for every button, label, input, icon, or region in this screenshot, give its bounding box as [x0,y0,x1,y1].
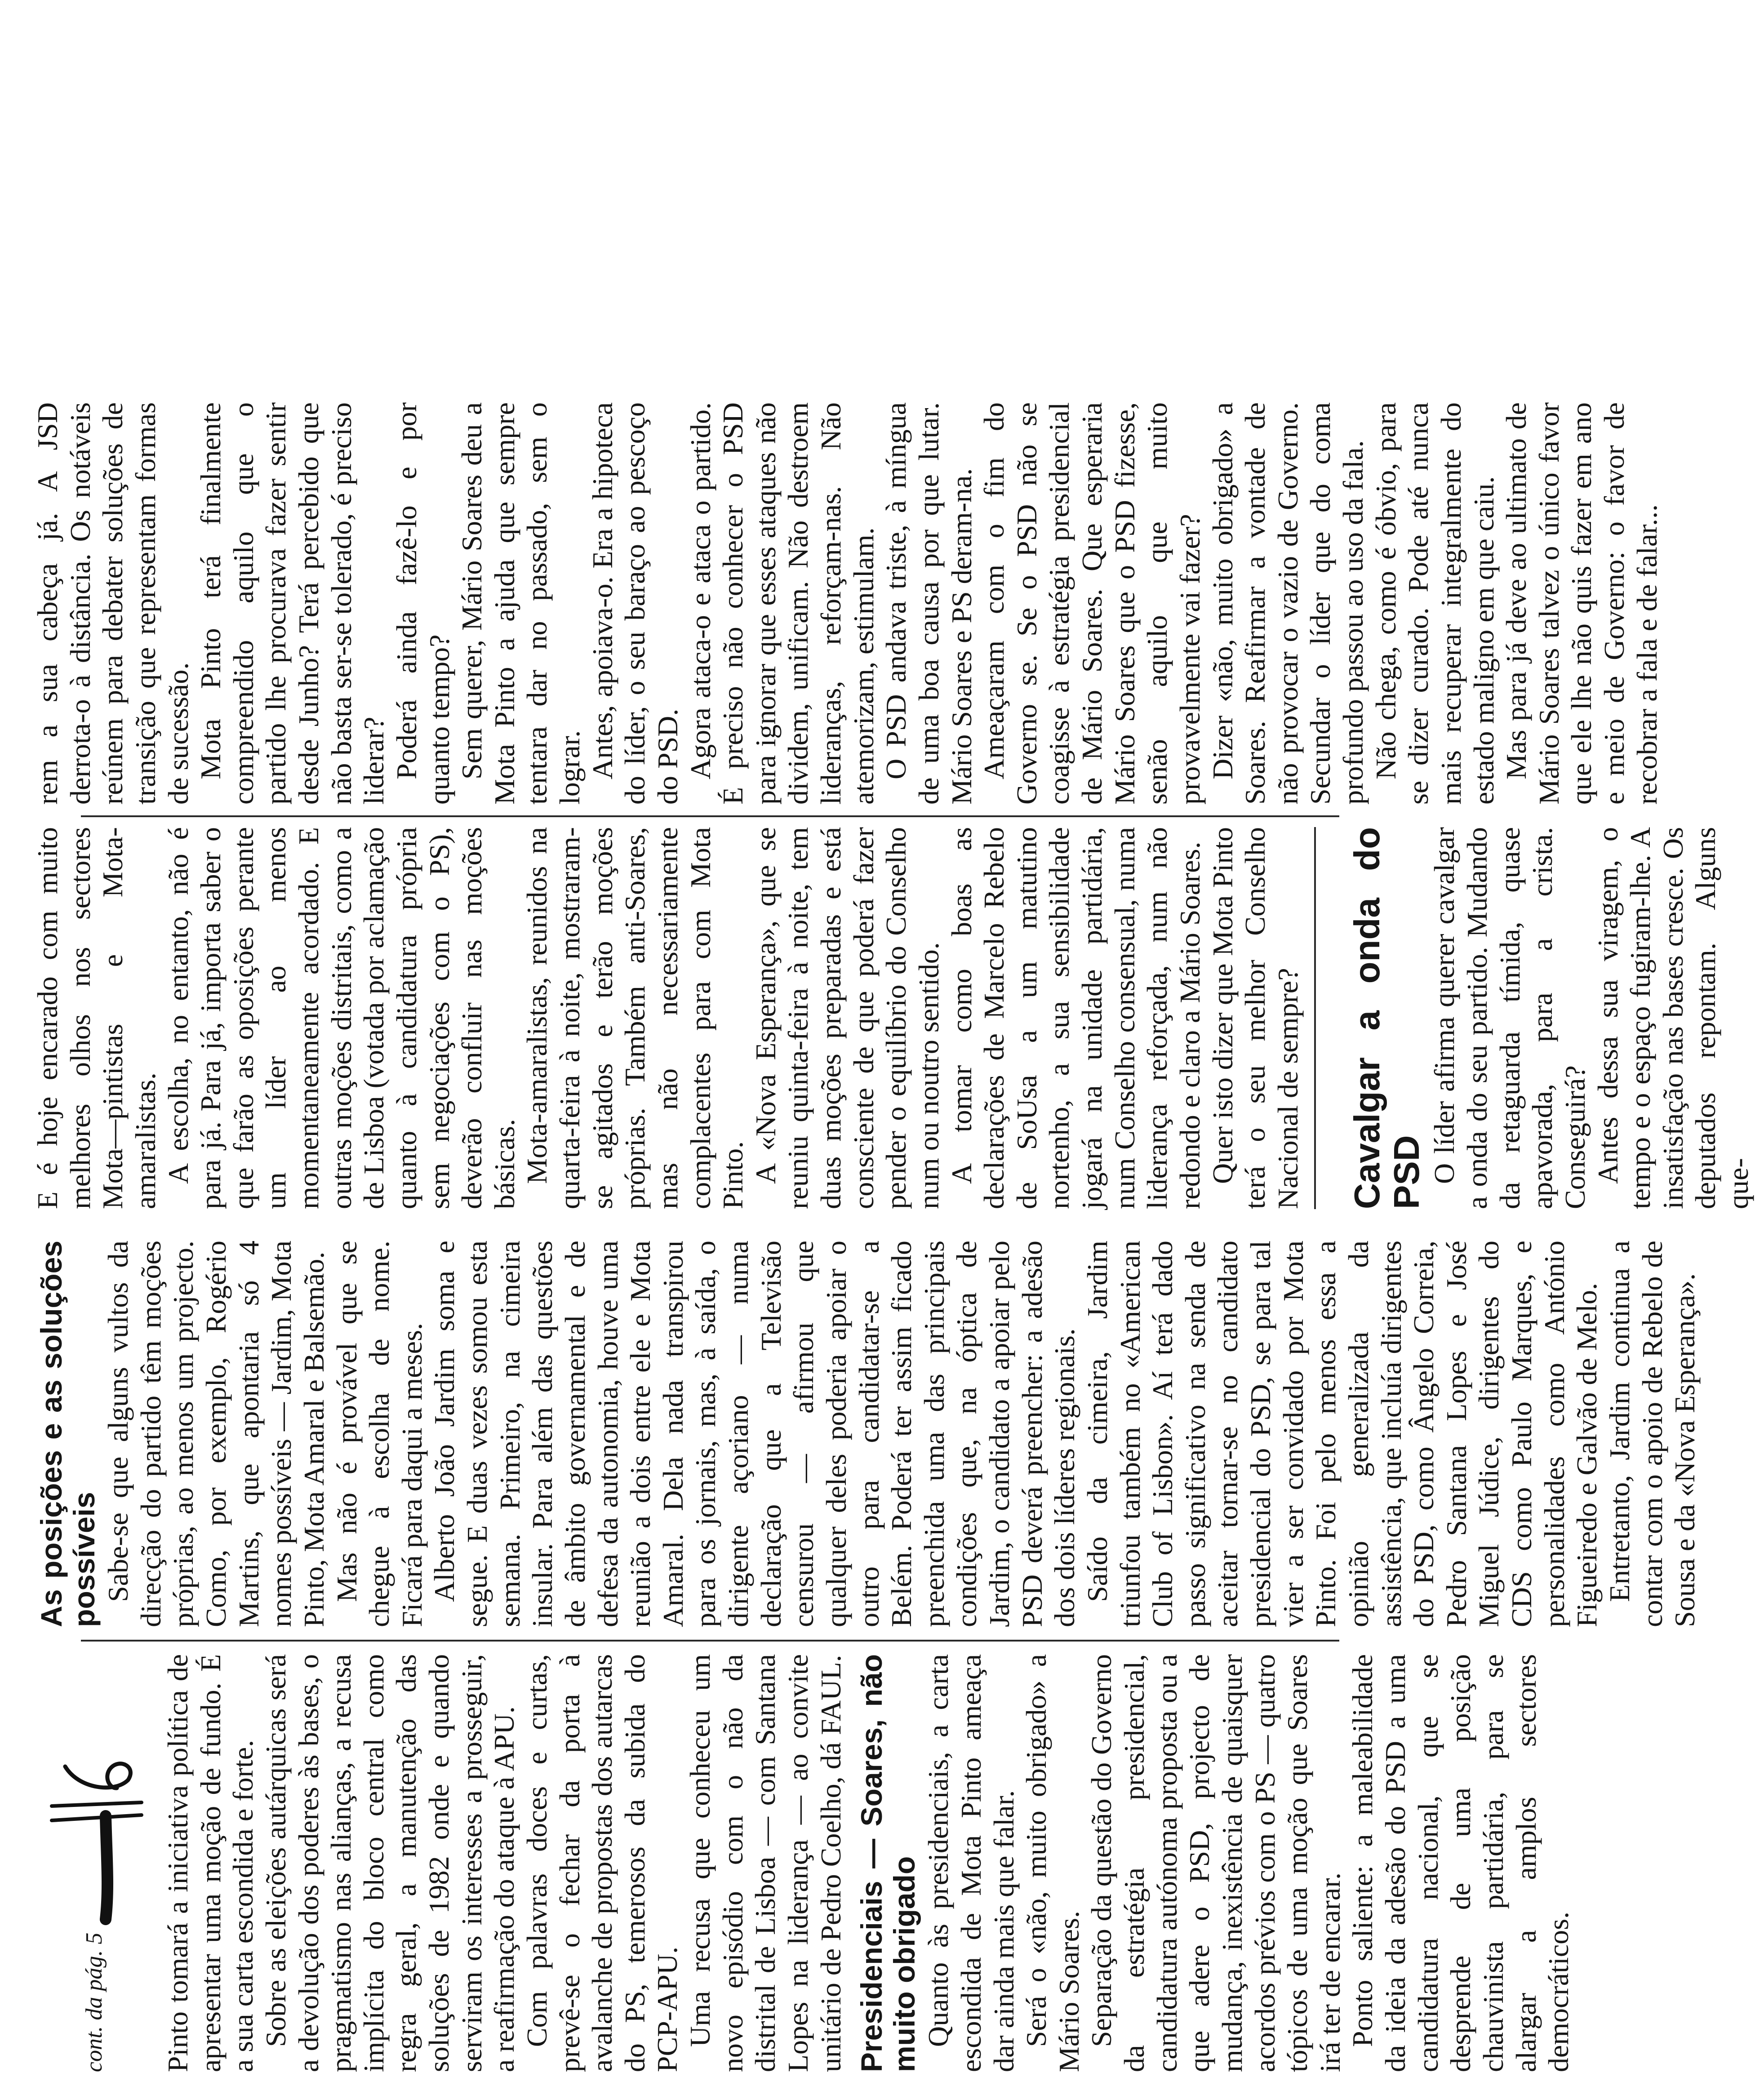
col3-paragraph: Quer isto dizer que Mota Pinto terá o seu melhor Conselho Nacional de sempre? [1206,827,1304,1209]
col1-paragraph: Separação da questão do Governo da estratégia presidencial, candidatura autónoma proposta ou a que adere o PSD, projecto de mudança, inexistência de quaisquer acordos prévios com o PS — quatro tópicos de uma moção que Soares irá ter de encarar. [1085,1654,1346,2072]
column-2 [27,1241,1701,1627]
col3-paragraph: Antes dessa sua viragem, o tempo e o espaço fugiram-lhe. A insatisfação nas bases cresce. Os deputados repontam. Alguns que- [1591,827,1754,1209]
col2-paragraph: Mas não é provável que se chegue à escolha de nome. Ficará para daqui a meses. [330,1241,428,1627]
col4-paragraph: Antes, apoiava-o. Era a hipoteca do líder, o seu baraço ao pescoço do PSD. [586,402,684,805]
section-rule [1314,827,1316,1209]
col3-paragraph: O líder afirma querer cavalgar a onda do seu partido. Mudando da retaguarda tímida, quase apavorada, para a crista. Conseguirá? [1428,827,1591,1209]
col2-paragraph: Sabe-se que alguns vultos da direcção do partido têm moções próprias, ao menos um projecto. Como, por exemplo, Rogério Martins, que apontaria só 4 nomes possíveis — Jardim, Mota Pinto, Mota Amaral e Balsemão. [102,1241,330,1627]
col3-paragraph: A escolha, no entanto, não é para já. Para já, importa saber o que farão as oposições perante um líder ao menos momentaneamente acordado. E outras moções distritais, como a de Lisboa (votada por aclamação quanto à candidatura própria sem negociações com o PS), deverão confluir nas moções básicas. [162,827,520,1209]
col1-paragraph: Ponto saliente: a maleabilidade da ideia da adesão do PSD a uma candidatura nacional, que se desprende de uma posição chauvinista partidária, para se alargar a amplos sectores democráticos. [1346,1654,1575,2072]
column-divider [81,815,1339,817]
heading-posicoes: As posições e as soluções possíveis [35,1241,101,1627]
heading-presidenciais: Presidenciais — Soares, não muito obrigado [855,1654,921,2072]
col2-paragraph: Saído da cimeira, Jardim triunfou também no «American Club of Lisbon». Aí terá dado passo significativo na senda de aceitar tornar-se no candidato presidencial do PSD, se para tal vier a ser convidado por Mota Pinto. Foi pelo menos essa a opinião generalizada da assistência, que incluía dirigentes do PSD, como Ângelo Correia, Pedro Santana Lopes e José Miguel Júdice, dirigentes do CDS como Paulo Marques, e personalidades como António Figueiredo e Galvão de Melo. [1081,1241,1603,1627]
col4-paragraph: Poderá ainda fazê-lo e por quanto tempo? [390,402,455,805]
col3-paragraph: E é hoje encarado com muito melhores olhos nos sectores Mota—pintistas e Mota-amaralistas. [31,827,161,1209]
col4-paragraph: Dizer «não, muito obrigado» a Soares. Reafirmar a vontade de não provocar o vazio de Governo. Secundar o líder que do coma profundo passou ao uso da fala. [1206,402,1369,805]
col4-paragraph: rem a sua cabeça já. A JSD derrota-o à distância. Os notáveis reúnem para debater soluções de transição que representam formas de sucessão. [31,402,194,805]
continuation-note: cont. da pág. 5 [81,1932,107,2072]
col4-paragraph: Mas para já deve ao ultimato de Mário Soares talvez o único favor que ele lhe não quis fazer em ano e meio de Governo: o favor de recobrar a fala e de falar... [1500,402,1663,805]
column-4 [27,402,1663,805]
col4-paragraph: Ameaçaram com o fim do Governo se. Se o PSD não se coagisse à estratégia presidencial de Mário Soares. Que esperaria Mário Soares que o PSD fizesse, senão aquilo que muito provavelmente vai fazer? [978,402,1206,805]
heading-cavalgar: Cavalgar a onda do PSD [1347,827,1427,1209]
col1-paragraph: Será o «não, muito obrigado» a Mário Soares. [1020,1654,1085,2072]
col1-paragraph: Uma recusa que conheceu um novo episódio com o não da distrital de Lisboa — com Santana Lopes na liderança — ao convite unitário de Pedro Coelho, dá FAUL. [684,1654,847,2072]
handwritten-page-mark [38,1753,151,1924]
col1-paragraph: Sobre as eleições autárquicas será a devolução dos poderes às bases, o pragmatismo nas alianças, a recusa implícita do bloco central como regra geral, a manutenção das soluções de 1982 onde e quando serviram os interesses a prosseguir, a reafirmação do ataque à APU. [259,1654,520,2072]
col1-paragraph: Com palavras doces e curtas, prevê-se o fechar da porta à avalanche de propostas dos autarcas do PS, temerosos da subida do PCP-APU. [520,1654,684,2072]
col3-paragraph: Mota-amaralistas, reunidos na quarta-feira à noite, mostraram-se agitados e terão moções próprias. Também anti-Soares, mas não necessariamente complacentes para com Mota Pinto. [521,827,749,1209]
col1-paragraph: Quanto às presidenciais, a carta escondida de Mota Pinto ameaça dar ainda mais que falar. [922,1654,1020,2072]
column-1-header [27,1654,162,2072]
col4-paragraph: Sem querer, Mário Soares deu a Mota Pinto a ajuda que sempre tentara dar no passado, sem o lograr. [456,402,586,805]
newspaper-page [27,31,1754,2072]
col4-paragraph: Não chega, como é óbvio, para se dizer curado. Pode até nunca mais recuperar integralmente do estado maligno em que caiu. [1369,402,1500,805]
column-1 [27,1654,1575,2072]
col3-paragraph: A «Nova Esperança», que se reuniu quinta-feira à noite, tem duas moções preparadas e está consciente de que poderá fazer pender o equilíbrio do Conselho num ou noutro sentido. [749,827,945,1209]
col4-paragraph: O PSD andava triste, à míngua de uma boa causa por que lutar. Mário Soares e PS deram-na. [880,402,977,805]
col2-paragraph: Alberto João Jardim soma e segue. E duas vezes somou esta semana. Primeiro, na cimeira insular. Para além das questões de âmbito governamental e de defesa da autonomia, houve uma reunião a dois entre ele e Mota Amaral. Dela nada transpirou para os jornais, mas, à saída, o dirigente açoriano — numa declaração que a Televisão censurou — afirmou que qualquer deles poderia apoiar o outro para candidatar-se a Belém. Poderá ter assim ficado preenchida uma das principais condições que, na óptica de Jardim, o candidato a apoiar pelo PSD deverá preencher: a adesão dos dois líderes regionais. [428,1241,1081,1627]
column-divider [81,1640,1339,1642]
col1-intro: Pinto tomará a iniciativa política de apresentar uma moção de fundo. É a sua carta escondida e forte. [162,1654,259,2072]
col4-paragraph: Agora ataca-o e ataca o partido. É preciso não conhecer o PSD para ignorar que esses ataques não dividem, unificam. Não destroem lideranças, reforçam-nas. Não atemorizam, estimulam. [684,402,880,805]
col3-paragraph: A tomar como boas as declarações de Marcelo Rebelo de SoUsa a um matutino nortenho, a sua sensibilidade jogará na unidade partidária, num Conselho consensual, numa liderança reforçada, num não redondo e claro a Mário Soares. [945,827,1206,1209]
col4-paragraph: Mota Pinto terá finalmente compreendido aquilo que o partido lhe procurava fazer sentir desde Junho? Terá percebido que não basta ser-se tolerado, é preciso liderar? [195,402,390,805]
column-3 [27,827,1754,1209]
col2-paragraph: Entretanto, Jardim continua a contar com o apoio de Rebelo de Sousa e da «Nova Esperança». [1603,1241,1701,1627]
